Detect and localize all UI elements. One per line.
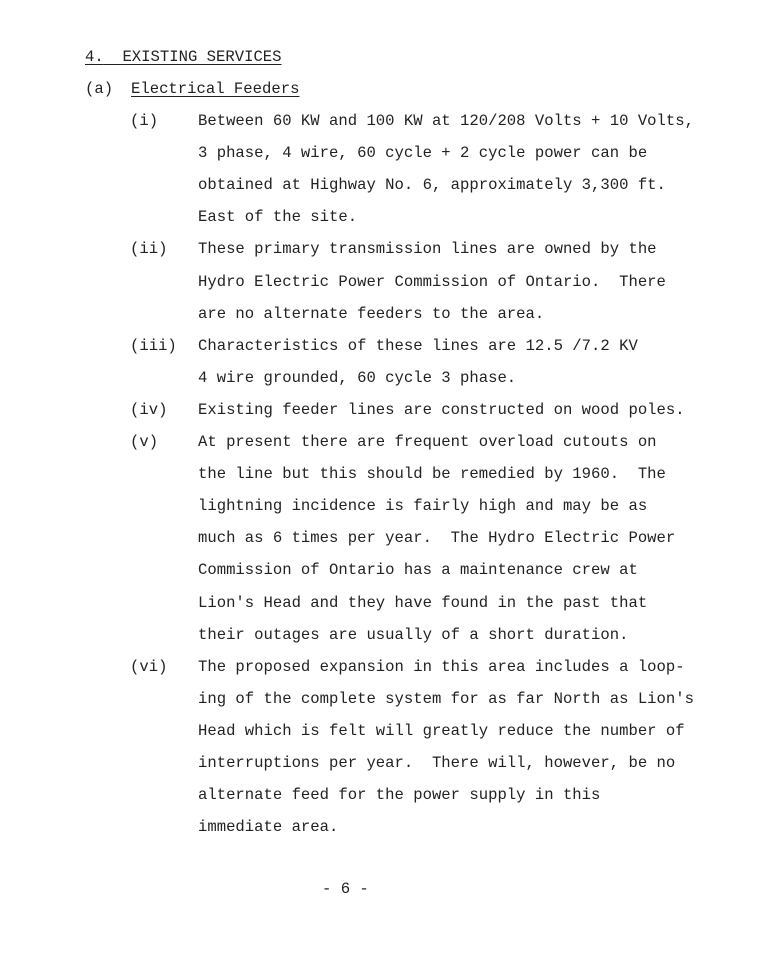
item-text-line: The proposed expansion in this area includes a loop-: [198, 657, 685, 676]
item-text-line: At present there are frequent overload cutouts on: [198, 433, 657, 451]
item-text-line: These primary transmission lines are owned by the: [198, 240, 657, 259]
section-title: EXISTING SERVICES: [122, 48, 282, 66]
item-text-line: 4 wire grounded, 60 cycle 3 phase.: [198, 368, 517, 387]
item-label: (iii): [130, 336, 177, 355]
item-label: (iv): [130, 400, 168, 419]
subsection-label: (a): [85, 80, 114, 98]
item-text-line: ing of the complete system for as far North as Lion's: [198, 689, 694, 708]
item-text-line: the line but this should be remedied by 1960. The: [198, 465, 666, 484]
item-text-line: alternate feed for the power supply in this: [198, 786, 601, 805]
item-text-line: immediate area.: [198, 818, 339, 837]
item-text-line: much as 6 times per year. The Hydro Electric Power: [198, 529, 676, 548]
item-label: (v): [130, 433, 159, 451]
item-label: (i): [130, 112, 159, 130]
section-heading: [85, 48, 282, 66]
item-text-line: 3 phase, 4 wire, 60 cycle + 2 cycle power can be: [198, 144, 648, 163]
item-text-line: Hydro Electric Power Commission of Ontario. There: [198, 272, 666, 291]
item-label: (vi): [130, 657, 168, 676]
item-label: (ii): [130, 240, 168, 259]
item-text-line: Between 60 KW and 100 KW at 120/208 Volts + 10 Volts,: [198, 112, 694, 130]
item-text-line: interruptions per year. There will, however, be no: [198, 754, 676, 772]
item-text-line: are no alternate feeders to the area.: [198, 304, 545, 323]
item-text-line: Characteristics of these lines are 12.5 /7.2 KV: [198, 336, 638, 355]
item-text-line: Head which is felt will greatly reduce the number of: [198, 721, 685, 740]
item-text-line: their outages are usually of a short duration.: [198, 625, 629, 644]
item-text-line: East of the site.: [198, 208, 358, 227]
item-text-line: Lion's Head and they have found in the past that: [198, 593, 648, 612]
subsection-title: Electrical Feeders: [131, 80, 300, 98]
page-number: - 6 -: [322, 880, 369, 898]
item-text-line: obtained at Highway No. 6, approximately 3,300 ft.: [198, 176, 666, 195]
item-text-line: Existing feeder lines are constructed on wood poles.: [198, 400, 685, 419]
item-text-line: Commission of Ontario has a maintenance crew at: [198, 561, 638, 580]
section-number: 4.: [85, 48, 104, 66]
item-text-line: lightning incidence is fairly high and may be as: [198, 497, 648, 516]
